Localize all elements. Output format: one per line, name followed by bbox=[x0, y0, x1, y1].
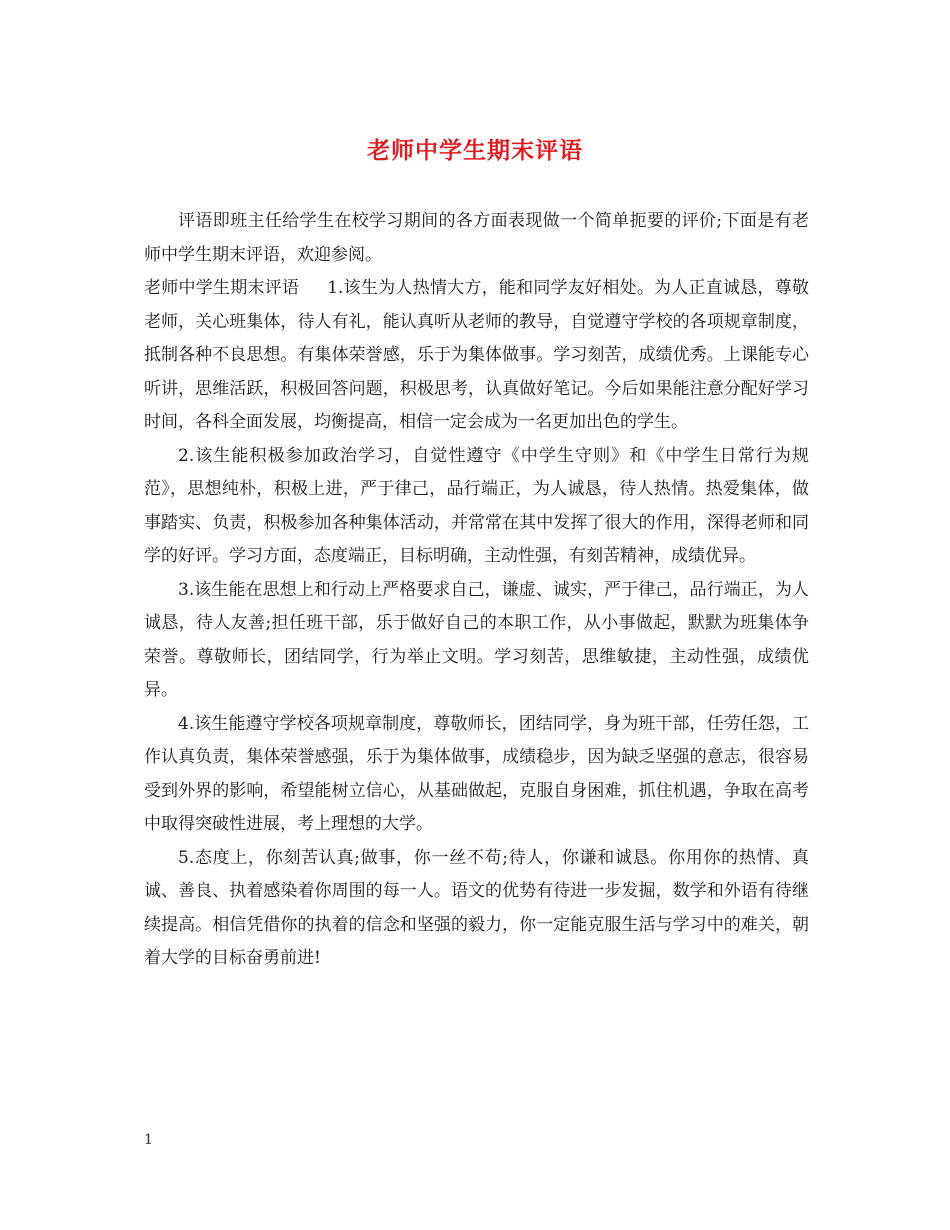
comment-item-4: 4.该生能遵守学校各项规章制度，尊敬师长，团结同学，身为班干部，任劳任怨，工作认真负责，集体荣誉感强，乐于为集体做事，成绩稳步，因为缺乏坚强的意志，很容易受到外界的影响，希望能树立信心，从基础做起，克服自身困难，抓住机遇，争取在高考中取得突破性进展，考上理想的大学。 bbox=[144, 713, 809, 834]
intro-paragraph: 评语即班主任给学生在校学习期间的各方面表现做一个简单扼要的评价;下面是有老师中学生期末评语，欢迎参阅。 bbox=[144, 211, 809, 265]
document-title: 老师中学生期末评语 bbox=[367, 137, 583, 164]
comment-paragraph-1 bbox=[144, 272, 809, 440]
comment-item-2: 2.该生能积极参加政治学习，自觉性遵守《中学生守则》和《中学生日常行为规范》，思想纯朴，积极上进，严于律己，品行端正，为人诚恳，待人热情。热爱集体，做事踏实、负责，积极参加各种集体活动，并常常在其中发挥了很大的作用，深得老师和同学的好评。学习方面，态度端正，目标明确，主动性强，有刻苦精神，成绩优异。 bbox=[144, 445, 809, 566]
comment-item-5: 5.态度上，你刻苦认真;做事，你一丝不苟;待人，你谦和诚恳。你用你的热情、真诚、善良、执着感染着你周围的每一人。语文的优势有待进一步发掘，数学和外语有待继续提高。相信凭借你的执着的信念和坚强的毅力，你一定能克服生活与学习中的难关，朝着大学的目标奋勇前进! bbox=[144, 847, 809, 968]
page-number: 1 bbox=[144, 1132, 153, 1148]
section-heading: 老师中学生期末评语 bbox=[144, 278, 300, 298]
comment-item-3: 3.该生能在思想上和行动上严格要求自己，谦虚、诚实，严于律己，品行端正，为人诚恳，待人友善;担任班干部，乐于做好自己的本职工作，从小事做起，默默为班集体争荣誉。尊敬师长，团结同学，行为举止文明。学习刻苦，思维敏捷，主动性强，成绩优异。 bbox=[144, 579, 809, 700]
comment-item-1: 1.该生为人热情大方，能和同学友好相处。为人正直诚恳，尊敬老师，关心班集体，待人有礼，能认真听从老师的教导，自觉遵守学校的各项规章制度，抵制各种不良思想。有集体荣誉感，乐于为集体做事。学习刻苦，成绩优秀。上课能专心听讲，思维活跃，积极回答问题，积极思考，认真做好笔记。今后如果能注意分配好学习时间，各科全面发展，均衡提高，相信一定会成为一名更加出色的学生。 bbox=[144, 278, 810, 432]
document-body bbox=[144, 205, 809, 976]
